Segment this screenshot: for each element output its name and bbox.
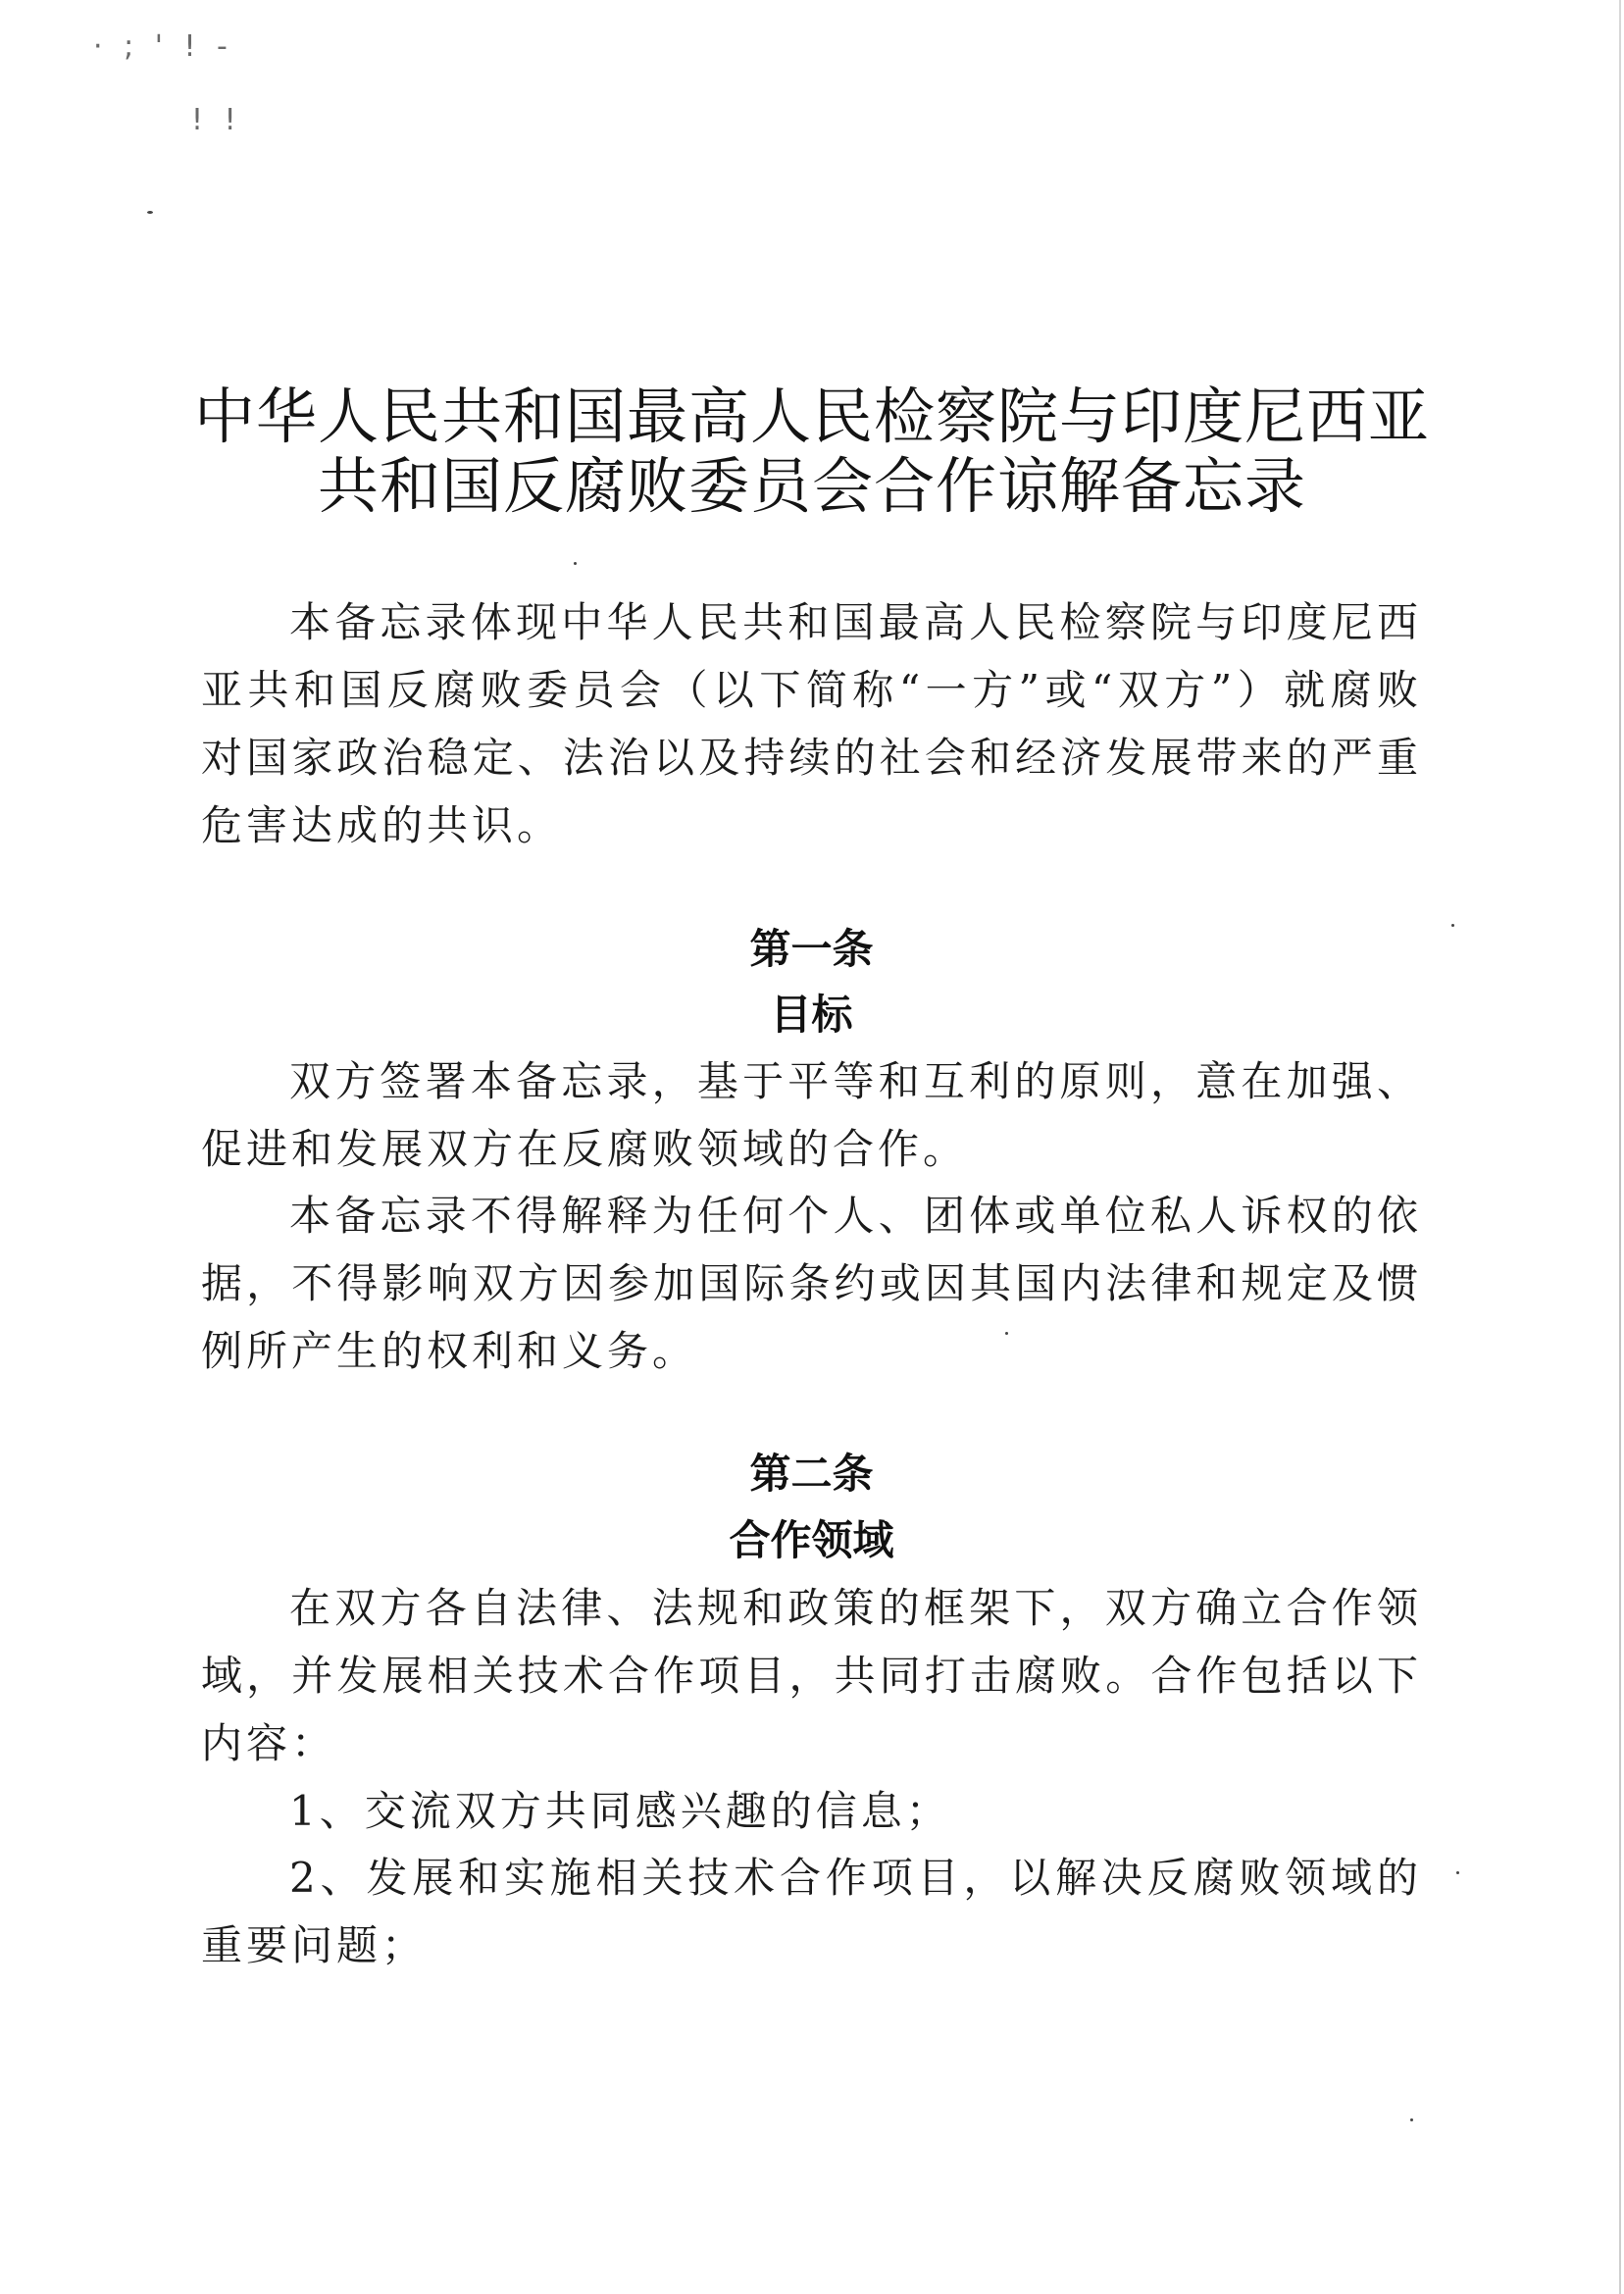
scan-speck <box>574 562 577 565</box>
article-2-list-item-2: 2、发展和实施相关技术合作项目，以解决反腐败领域的重要问题； <box>201 1854 1422 1969</box>
article-2-paragraph-1: 在双方各自法律、法规和政策的框架下，双方确立合作领域，并发展相关技术合作项目，共同打击腐败。合作包括以下内容： <box>201 1584 1422 1767</box>
document-title-line-1: 中华人民共和国最高人民检察院与印度尼西亚 <box>193 381 1430 452</box>
scan-speck <box>147 211 153 214</box>
article-1-paragraph-1: 双方签署本备忘录，基于平等和互利的原则，意在加强、促进和发展双方在反腐败领域的合作。 <box>201 1057 1422 1173</box>
article-2-number: 第二条 <box>749 1450 874 1498</box>
scan-edge <box>1619 0 1621 2294</box>
scan-speck <box>1456 1871 1459 1874</box>
article-1-number: 第一条 <box>749 925 874 973</box>
document-title-line-2: 共和国反腐败委员会合作谅解备忘录 <box>317 450 1306 522</box>
scan-speck <box>1451 924 1454 927</box>
preamble-paragraph: 本备忘录体现中华人民共和国最高人民检察院与印度尼西亚共和国反腐败委员会（以下简称“一方”或“双方”）就腐败对国家政治稳定、法治以及持续的社会和经济发展带来的严重危害达成的共识。 <box>201 598 1422 849</box>
article-1-heading: 目标 <box>770 991 853 1039</box>
margin-mark: · ; ' ! - <box>93 29 233 64</box>
article-2-list-item-1: 1、交流双方共同感兴趣的信息； <box>289 1787 951 1835</box>
article-1-paragraph-2: 本备忘录不得解释为任何个人、团体或单位私人诉权的依据，不得影响双方因参加国际条约或因其国内法律和规定及惯例所产生的权利和义务。 <box>201 1192 1422 1375</box>
article-2-heading: 合作领域 <box>729 1516 894 1564</box>
scan-speck <box>1410 2118 1413 2121</box>
margin-mark: ! ! <box>191 103 242 137</box>
